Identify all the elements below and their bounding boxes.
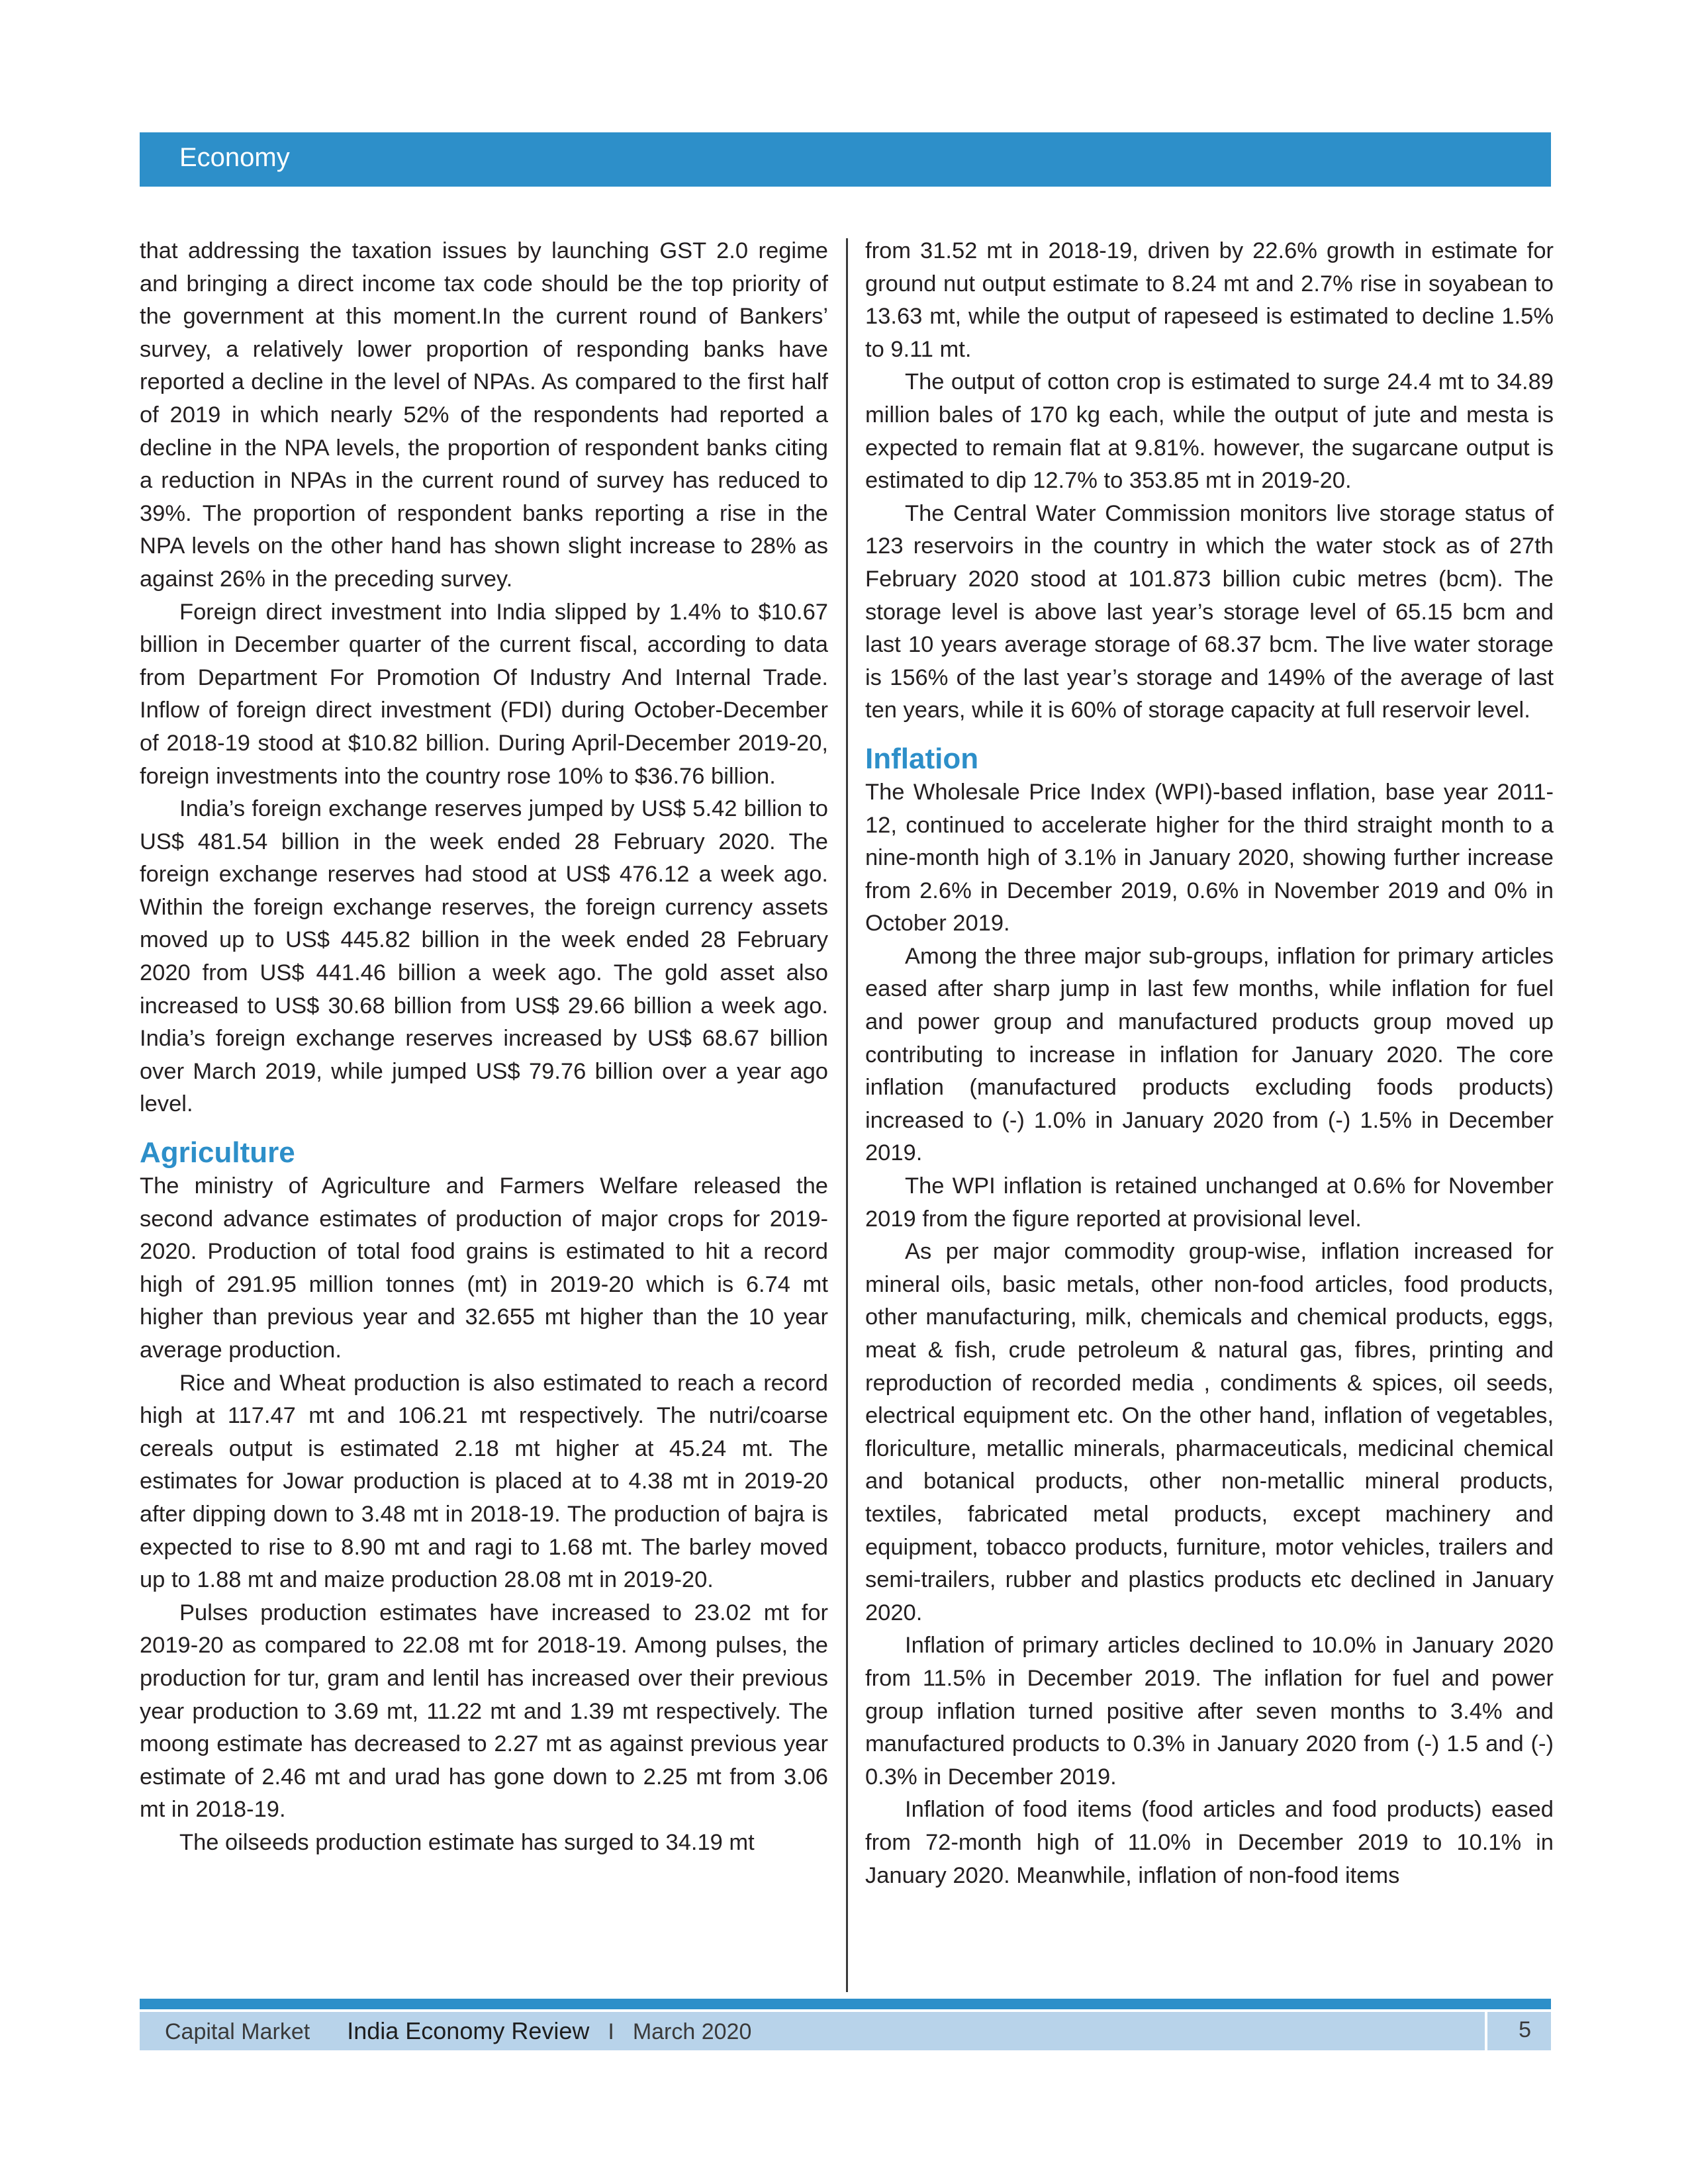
paragraph: The Wholesale Price Index (WPI)-based inflation, base year 2011-12, continued to accelerate higher for the third straight month to a nine-month high of 3.1% in January 2020, showing further increase from 2.6% in December 2019, 0.6% in November 2019 and 0% in October 2019.: [865, 779, 1554, 936]
paragraph: Inflation of primary articles declined to 10.0% in January 2020 from 11.5% in December 2019. The inflation for fuel and power group inflation turned positive after seven months to 3.4% and manufactured products to 0.3% in January 2020 from (-) 1.5 and (-) 0.3% in December 2019.: [865, 1633, 1554, 1790]
footer-rule: [140, 1999, 1551, 2009]
paragraph: As per major commodity group-wise, inflation increased for mineral oils, basic metals, other non-food articles, food products, other manufacturing, milk, chemicals and chemical products, eggs, meat & fish, crude petroleum & natural gas, fibres, printing and reproduction of recorded media , condiments & spices, oil seeds, electrical equipment etc. On the other hand, inflation of vegetables, floriculture, metallic minerals, pharmaceuticals, medicinal chemical and botanical products, other non-metallic mineral products, textiles, fabricated metal products, except machinery and equipment, tobacco products, furniture, motor vehicles, trailers and semi-trailers, rubber and plastics products etc declined in January 2020.: [865, 1239, 1554, 1625]
section-header-bar: [140, 132, 1551, 187]
column-divider: [846, 238, 848, 1992]
footer-publication: India Economy Review: [347, 2017, 590, 2044]
paragraph: Rice and Wheat production is also estimated to reach a record high at 117.47 mt and 106.21 mt respectively. The nutri/coarse cereals output is estimated 2.18 mt higher at 45.24 mt. The estimates for Jowar production is placed at to 4.38 mt in 2019-20 after dipping down to 3.48 mt in 2018-19. The production of bajra is expected to rise to 8.90 mt and ragi to 1.68 mt. The barley moved up to 1.88 mt and maize production 28.08 mt in 2019-20.: [140, 1370, 828, 1593]
paragraph: The ministry of Agriculture and Farmers Welfare released the second advance estimates of production of major crops for 2019-2020. Production of total food grains is estimated to hit a record high of 291.95 million tonnes (mt) in 2019-20 which is 6.74 mt higher than previous year and 32.655 mt higher than the 10 year average production.: [140, 1173, 828, 1363]
footer-brand: Capital Market: [165, 2019, 310, 2044]
paragraph: that addressing the taxation issues by launching GST 2.0 regime and bringing a direct income tax code should be the top priority of the government at this moment.In the current round of Bankers’ survey, a relatively lower proportion of responding banks have reported a decline in the level of NPAs. As compared to the first half of 2019 in which nearly 52% of the respondents had reported a decline in the NPA levels, the proportion of respondent banks citing a reduction in NPAs in the current round of survey has reduced to 39%. The proportion of respondent banks reporting a rise in the NPA levels on the other hand has shown slight increase to 28% as against 26% in the preceding survey.: [140, 238, 828, 592]
heading-agriculture: Agriculture: [140, 1136, 295, 1169]
page-footer: [140, 2012, 1551, 2050]
section-title: Economy: [179, 143, 290, 172]
left-column: [140, 235, 828, 1860]
page-number: 5: [1519, 2017, 1531, 2042]
paragraph: India’s foreign exchange reserves jumped by US$ 5.42 billion to US$ 481.54 billion in the week ended 28 February 2020. The foreign exchange reserves had stood at US$ 476.12 a week ago. Within the foreign exchange reserves, the foreign currency assets moved up to US$ 445.82 billion in the week ended 28 February 2020 from US$ 441.46 billion a week ago. The gold asset also increased to US$ 30.68 billion from US$ 29.66 billion a week ago. India’s foreign exchange reserves increased by US$ 68.67 billion over March 2019, while jumped US$ 79.76 billion over a year ago level.: [140, 796, 828, 1117]
page-number-box: [1485, 2012, 1551, 2050]
paragraph: The output of cotton crop is estimated to surge 24.4 mt to 34.89 million bales of 170 kg each, while the output of jute and mesta is expected to remain flat at 9.81%. however, the sugarcane output is estimated to dip 12.7% to 353.85 mt in 2019-20.: [865, 369, 1554, 494]
paragraph: Inflation of food items (food articles and food products) eased from 72-month high of 11.0% in December 2019 to 10.1% in January 2020. Meanwhile, inflation of non-food items: [865, 1797, 1554, 1888]
paragraph: Foreign direct investment into India slipped by 1.4% to $10.67 billion in December quarter of the current fiscal, according to data from Department For Promotion Of Industry And Internal Trade. Inflow of foreign direct investment (FDI) during October-December of 2018-19 stood at $10.82 billion. During April-December 2019-20, foreign investments into the country rose 10% to $36.76 billion.: [140, 599, 828, 789]
footer-credits: [165, 2017, 751, 2045]
paragraph: The oilseeds production estimate has surged to 34.19 mt: [179, 1829, 755, 1855]
footer-separator: I: [608, 2019, 614, 2044]
right-column: [865, 235, 1554, 1892]
paragraph: The Central Water Commission monitors live storage status of 123 reservoirs in the country in which the water stock as of 27th February 2020 stood at 101.873 billion cubic metres (bcm). The storage level is above last year’s storage level of 65.15 bcm and last 10 years average storage of 68.37 bcm. The live water storage is 156% of the last year’s storage and 149% of the average of last ten years, while it is 60% of storage capacity at full reservoir level.: [865, 500, 1554, 723]
paragraph: The WPI inflation is retained unchanged at 0.6% for November 2019 from the figure reported at provisional level.: [865, 1173, 1554, 1232]
heading-inflation: Inflation: [865, 742, 979, 775]
paragraph: Among the three major sub-groups, inflation for primary articles eased after sharp jump in last few months, while inflation for fuel and power group and manufactured products group moved up contributing to increase in inflation for January 2020. The core inflation (manufactured products excluding foods products) increased to (-) 1.0% in January 2020 from (-) 1.5% in December 2019.: [865, 943, 1554, 1166]
paragraph: from 31.52 mt in 2018-19, driven by 22.6% growth in estimate for ground nut output estimate to 8.24 mt and 2.7% rise in soyabean to 13.63 mt, while the output of rapeseed is estimated to decline 1.5% to 9.11 mt.: [865, 238, 1554, 362]
paragraph: Pulses production estimates have increased to 23.02 mt for 2019-20 as compared to 22.08 mt for 2018-19. Among pulses, the production for tur, gram and lentil has increased over their previous year production to 3.69 mt, 11.22 mt and 1.39 mt respectively. The moong estimate has decreased to 2.27 mt as against previous year estimate of 2.46 mt and urad has gone down to 2.25 mt from 3.06 mt in 2018-19.: [140, 1600, 828, 1823]
footer-issue: March 2020: [632, 2019, 752, 2044]
